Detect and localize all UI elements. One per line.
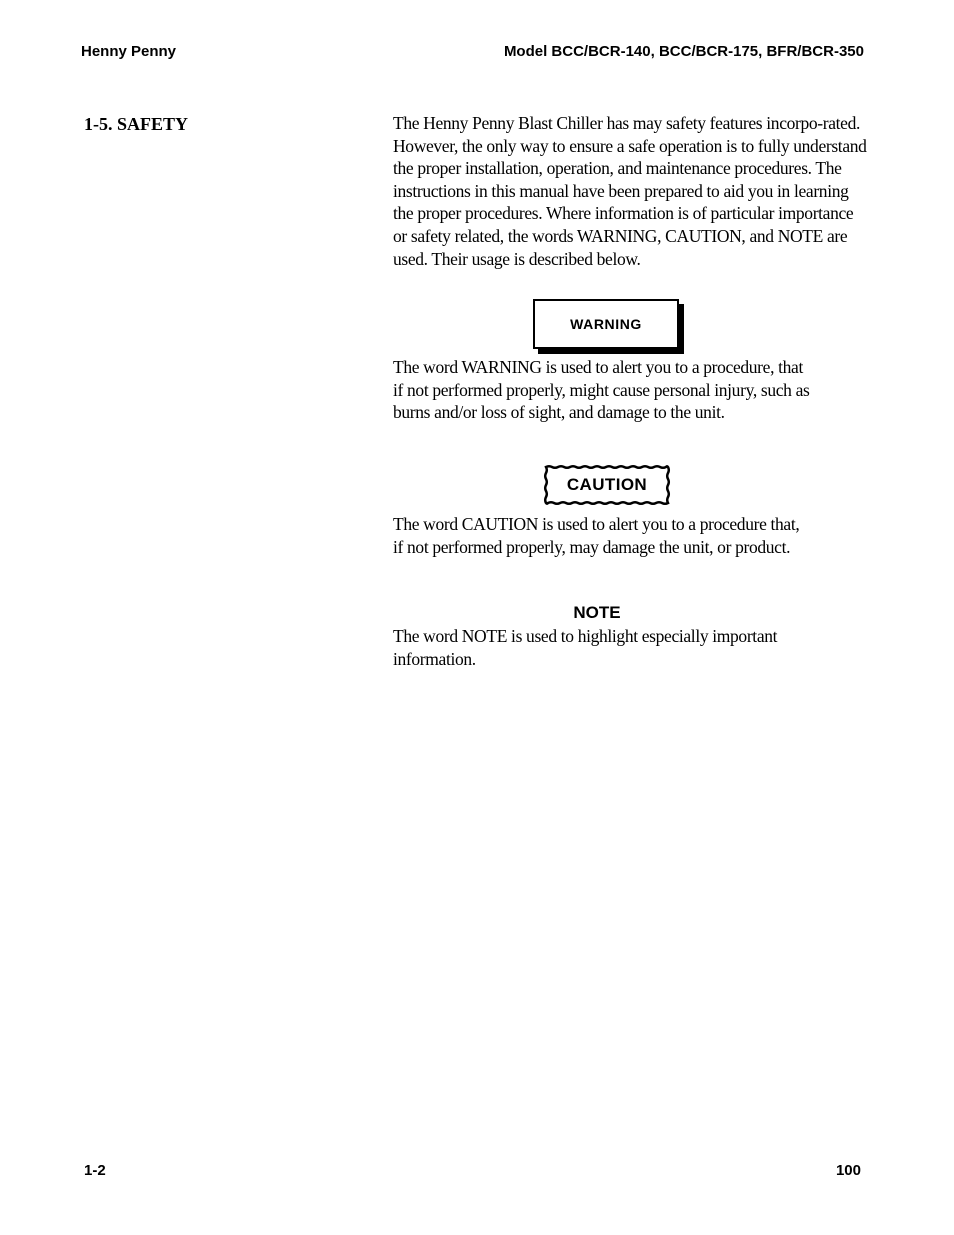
caution-badge [543, 464, 671, 506]
header-model: Model BCC/BCR-140, BCC/BCR-175, BFR/BCR-350 [503, 43, 864, 60]
note-heading: NOTE [573, 603, 621, 622]
intro-paragraph: The Henny Penny Blast Chiller has may safety features incorpo-rated. However, the only way to ensure a safe operation is to fully understand the proper installation, operation, and maintenance procedures. The instructions in this manual have been prepared to aid you in learning the proper procedures. Where information is of particular importance or safety related, the words WARNING, CAUTION, and NOTE are used. Their usage is described below. [393, 113, 867, 269]
caution-paragraph: The word CAUTION is used to alert you to a procedure that, if not performed properly, may damage the unit, or product. [393, 514, 800, 557]
note-paragraph: The word NOTE is used to highlight especially important information. [393, 626, 778, 669]
section-title: 1-5. SAFETY [84, 114, 189, 134]
warning-badge [533, 299, 679, 349]
footer-revision: 100 [835, 1162, 861, 1179]
warning-paragraph: The word WARNING is used to alert you to a procedure, that if not performed properly, might cause personal injury, such as burns and/or loss of sight, and damage to the unit. [393, 357, 810, 423]
header-company: Henny Penny [81, 43, 177, 60]
footer-page-number: 1-2 [84, 1162, 106, 1179]
warning-label: WARNING [570, 316, 642, 332]
caution-label: CAUTION [566, 475, 648, 494]
